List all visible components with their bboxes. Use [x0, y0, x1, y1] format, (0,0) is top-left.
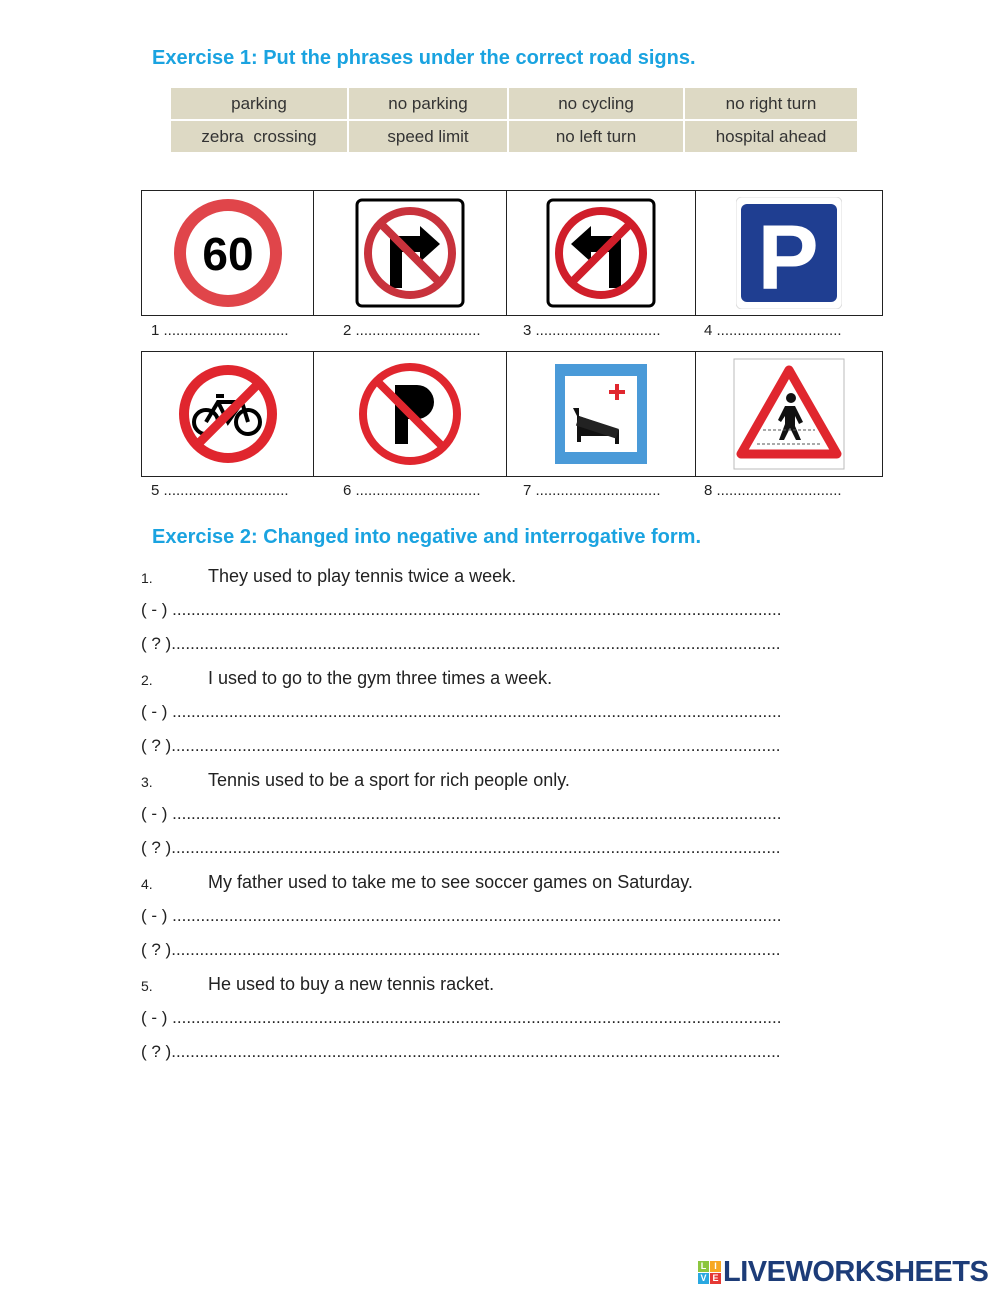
question-answer-line[interactable]: ( ? ).................................................................................................................................: [141, 736, 781, 755]
answer-label-1[interactable]: 1 ..............................: [151, 322, 289, 339]
signs-row-2: [141, 351, 883, 477]
item-number: 2.: [141, 672, 153, 688]
word-bank-item: speed limit: [348, 120, 508, 153]
word-bank-item: zebra crossing: [170, 120, 348, 153]
item-sentence: I used to go to the gym three times a week.: [208, 668, 553, 688]
negative-answer-line[interactable]: ( - ) .................................................................................................................................: [141, 804, 782, 823]
speed-value: 60: [202, 228, 254, 280]
liveworksheets-logo: L I V E LIVEWORKSHEETS: [698, 1256, 988, 1289]
word-bank: [169, 86, 859, 154]
answer-label-6[interactable]: 6 ..............................: [343, 482, 481, 499]
question-answer-line[interactable]: ( ? ).................................................................................................................................: [141, 940, 781, 959]
no-left-turn-sign: [507, 191, 696, 315]
word-bank-item: hospital ahead: [684, 120, 858, 153]
question-answer-line[interactable]: ( ? ).................................................................................................................................: [141, 838, 781, 857]
hospital-ahead-sign: [507, 352, 696, 476]
negative-answer-line[interactable]: ( - ) .................................................................................................................................: [141, 1008, 782, 1027]
exercise2-title: Exercise 2: Changed into negative and interrogative form.: [152, 526, 702, 548]
negative-answer-line[interactable]: ( - ) .................................................................................................................................: [141, 702, 782, 721]
no-right-turn-sign: [314, 191, 506, 315]
item-sentence: Tennis used to be a sport for rich people only.: [208, 770, 570, 790]
no-cycling-sign: [142, 352, 314, 476]
word-bank-item: no parking: [348, 87, 508, 120]
item-number: 3.: [141, 774, 153, 790]
item-sentence: They used to play tennis twice a week.: [208, 566, 517, 586]
no-parking-sign: [314, 352, 506, 476]
answer-label-2[interactable]: 2 ..............................: [343, 322, 481, 339]
item-number: 4.: [141, 876, 153, 892]
item-sentence: My father used to take me to see soccer games on Saturday.: [208, 872, 693, 892]
parking-sign: [696, 191, 882, 315]
word-bank-item: parking: [170, 87, 348, 120]
question-answer-line[interactable]: ( ? ).................................................................................................................................: [141, 634, 781, 653]
svg-text:P: P: [757, 207, 819, 309]
word-bank-item: no right turn: [684, 87, 858, 120]
negative-answer-line[interactable]: ( - ) .................................................................................................................................: [141, 906, 782, 925]
item-sentence: He used to buy a new tennis racket.: [208, 974, 495, 994]
zebra-crossing-sign: [696, 352, 882, 476]
answer-label-5[interactable]: 5 ..............................: [151, 482, 289, 499]
exercise1-title: Exercise 1: Put the phrases under the correct road signs.: [152, 47, 696, 69]
answer-label-4[interactable]: 4 ..............................: [704, 322, 842, 339]
question-answer-line[interactable]: ( ? ).................................................................................................................................: [141, 1042, 781, 1061]
word-bank-item: no left turn: [508, 120, 684, 153]
word-bank-item: no cycling: [508, 87, 684, 120]
answer-label-7[interactable]: 7 ..............................: [523, 482, 661, 499]
item-number: 1.: [141, 570, 153, 586]
item-number: 5.: [141, 978, 153, 994]
answer-label-3[interactable]: 3 ..............................: [523, 322, 661, 339]
negative-answer-line[interactable]: ( - ) .................................................................................................................................: [141, 600, 782, 619]
signs-row-1: [141, 190, 883, 316]
speed-limit-sign: [142, 191, 314, 315]
answer-label-8[interactable]: 8 ..............................: [704, 482, 842, 499]
